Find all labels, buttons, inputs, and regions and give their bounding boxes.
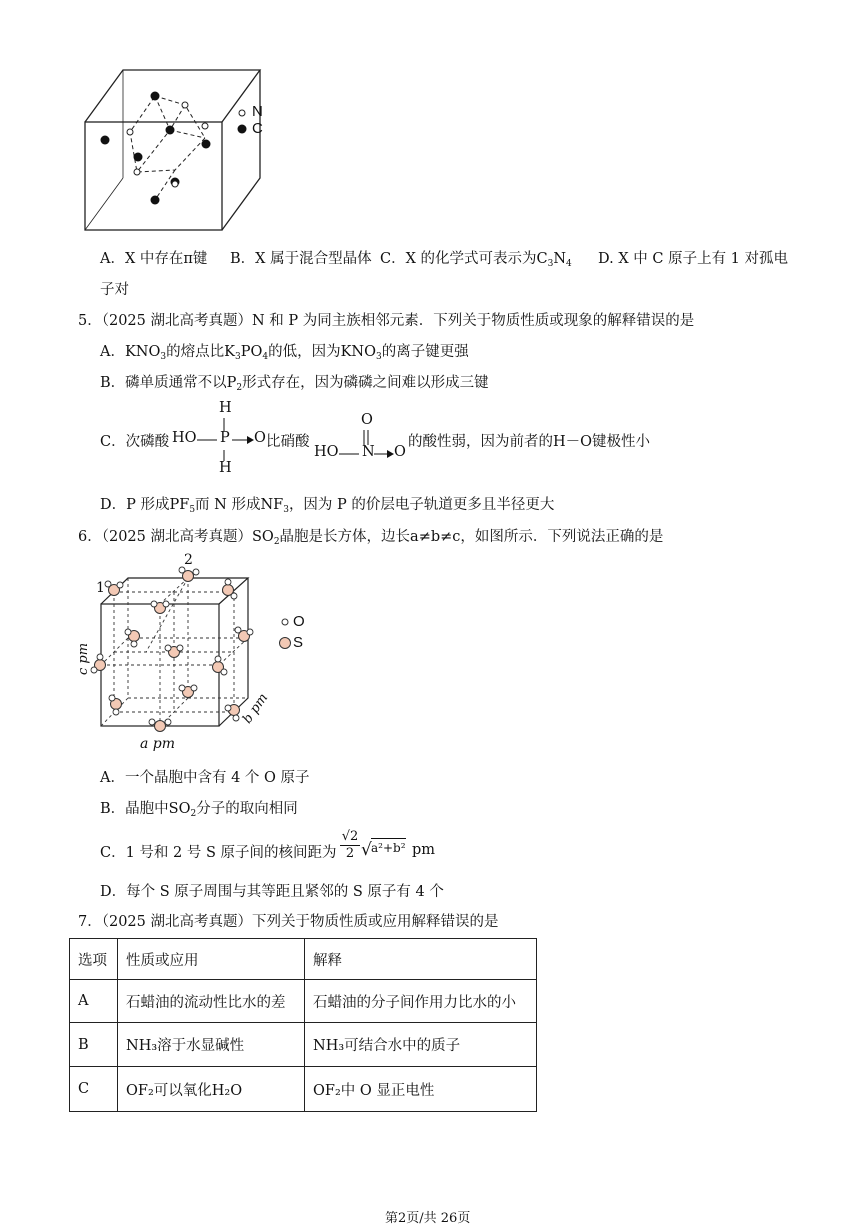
- table-cell: 石蜡油的流动性比水的差: [118, 980, 305, 1023]
- legend-c-marker: [238, 125, 247, 134]
- h-atom-bottom: H: [219, 460, 232, 476]
- legend-o-label: O: [293, 613, 305, 630]
- page-footer: 第2页/共 26页: [385, 1211, 471, 1226]
- nitric-acid-structure: [314, 412, 414, 468]
- table-cell: NH₃可结合水中的质子: [305, 1023, 537, 1067]
- radicand: a²+b²: [371, 838, 406, 855]
- q4-option-a: A．X 中存在π键: [100, 251, 208, 267]
- table-cell: OF₂可以氧化H₂O: [118, 1067, 305, 1112]
- table-header-row: [70, 939, 537, 980]
- nitrogen-atoms: [127, 102, 208, 187]
- hypophosphorous-bonds: [172, 398, 272, 478]
- h-atom-top: H: [219, 400, 232, 416]
- q5-option-c-middle: 比硝酸: [266, 434, 310, 450]
- q5-option-c-label: C．次磷酸: [100, 434, 170, 450]
- legend-c-label: C: [252, 120, 263, 137]
- so2-molecules: [91, 567, 253, 732]
- table-cell: 石蜡油的分子间作用力比水的小: [305, 980, 537, 1023]
- q5-option-a: A．$KNO_3$的熔点比$K_3PO_4$的低，因为$KNO_3$的离子键更强: [100, 344, 469, 362]
- o-atom: O: [254, 430, 266, 446]
- table-cell: NH₃溶于水显碱性: [118, 1023, 305, 1067]
- q4-option-d-continued: 子对: [100, 282, 129, 298]
- axis-label-a: a pm: [140, 736, 176, 752]
- q5-option-b: B．磷单质通常不以$P_2$形式存在，因为磷磷之间难以形成三键: [100, 375, 489, 393]
- o-atom-right: O: [394, 444, 406, 460]
- legend-s-label: S: [293, 634, 304, 651]
- fraction-numerator: √2: [341, 829, 359, 844]
- question-6-stem: 6．（2025 湖北高考真题）$SO_2$晶胞是长方体，边长a≠b≠c，如图所示．下列说法正确的是: [78, 529, 664, 547]
- p-atom: P: [220, 430, 230, 446]
- header-explanation: 解释: [305, 939, 537, 980]
- carbon-atoms: [101, 92, 211, 205]
- axis-label-c: c pm: [76, 642, 91, 675]
- table-row: [70, 980, 537, 1023]
- axis-label-b: b pm: [240, 690, 272, 727]
- legend-n-marker: [239, 110, 245, 116]
- radical-sign: √: [361, 840, 372, 860]
- table-cell: A: [70, 980, 118, 1023]
- q5-option-d: D．P 形成$PF_5$而 N 形成$NF_3$，因为 P 的价层电子轨道更多且半径更大: [100, 497, 555, 515]
- cube-hidden-edge: [85, 178, 123, 230]
- table-row: [70, 1067, 537, 1112]
- cube-top-face: [85, 70, 260, 122]
- unit-pm: pm: [412, 842, 436, 858]
- ho-group: HO: [172, 430, 197, 446]
- crystal-structure-figure-1: [70, 60, 310, 240]
- so2-unit-cell-figure: [76, 552, 316, 752]
- question-5-stem: 5．（2025 湖北高考真题）N 和 P 为同主族相邻元素．下列关于物质性质或现象的解释错误的是: [78, 313, 695, 329]
- header-property: 性质或应用: [118, 939, 305, 980]
- q6-option-b: B．晶胞中$SO_2$分子的取向相同: [100, 801, 298, 819]
- q6-option-a: A．一个晶胞中含有 4 个 O 原子: [100, 770, 310, 786]
- q6-option-c: C．1 号和 2 号 S 原子间的核间距为: [100, 845, 337, 861]
- o-atom-top: O: [361, 412, 373, 428]
- bond-lines: [130, 96, 205, 200]
- nitric-acid-bonds: [314, 412, 414, 468]
- fraction-sqrt2-over-2: [340, 829, 360, 862]
- n-atom: N: [362, 444, 375, 460]
- legend-n-label: N: [252, 103, 263, 120]
- q7-table: [69, 938, 537, 1112]
- q6-option-d: D．每个 S 原子周围与其等距且紧邻的 S 原子有 4 个: [100, 884, 444, 900]
- q5-option-c-end: 的酸性弱，因为前者的H－O键极性小: [408, 434, 651, 450]
- table-row: [70, 1023, 537, 1067]
- header-option: 选项: [70, 939, 118, 980]
- atom-label-1: 1: [96, 580, 105, 596]
- question-7-stem: 7．（2025 湖北高考真题）下列关于物质性质或应用解释错误的是: [78, 914, 499, 930]
- legend-o-marker: [282, 619, 288, 625]
- q4-option-c: C．X 的化学式可表示为$C_3N_4$: [380, 251, 572, 269]
- cube-right-edge: [222, 70, 260, 230]
- fraction-denominator: 2: [340, 845, 360, 862]
- table-cell: OF₂中 O 显正电性: [305, 1067, 537, 1112]
- ho-group: HO: [314, 444, 339, 460]
- legend-s-marker: [280, 638, 291, 649]
- table-cell: B: [70, 1023, 118, 1067]
- table-cell: C: [70, 1067, 118, 1112]
- atom-label-2: 2: [184, 552, 193, 568]
- q4-option-b: B．X 属于混合型晶体: [230, 251, 372, 267]
- q4-option-d: D. X 中 C 原子上有 1 对孤电: [598, 251, 789, 267]
- hypophosphorous-acid-structure: [172, 398, 272, 478]
